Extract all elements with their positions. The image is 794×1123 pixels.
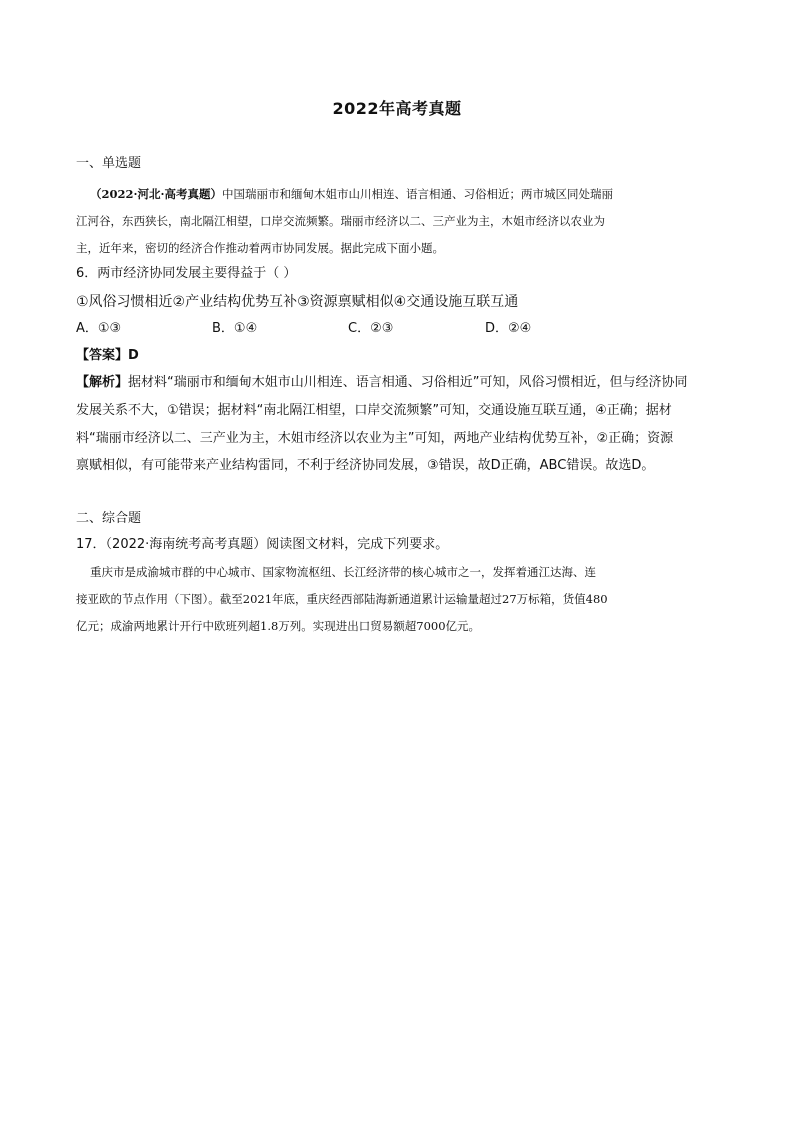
section-heading-single-choice: 一、单选题 bbox=[76, 156, 142, 171]
option-d: D．②④ bbox=[485, 321, 532, 336]
section-heading-comprehensive: 二、综合题 bbox=[76, 511, 142, 526]
analysis-line-4: 禀赋相似，有可能带来产业结构雷同，不利于经济协同发展，③错误，故D正确，ABC错误。故选D。 bbox=[76, 458, 655, 473]
answer-value: D bbox=[128, 348, 139, 363]
material-17-line-2: 接亚欧的节点作用（下图）。截至2021年底，重庆经西部陆海新通道累计运输量超过27万标箱，货值480 bbox=[76, 592, 608, 606]
option-a: A．①③ bbox=[76, 321, 122, 336]
question-17-stem: 17．（2022·海南统考高考真题）阅读图文材料，完成下列要求。 bbox=[76, 537, 449, 552]
option-c: C．②③ bbox=[348, 321, 394, 336]
material-17-line-3: 亿元；成渝两地累计开行中欧班列超1.8万列。实现进出口贸易额超7000亿元。 bbox=[76, 619, 481, 633]
question-source: （2022·河北·高考真题） bbox=[90, 187, 223, 201]
answer-line bbox=[76, 346, 726, 366]
analysis-line-2: 发展关系不大，①错误；据材料“南北隔江相望，口岸交流频繁”可知，交通设施互联互通，④正确；据材 bbox=[76, 403, 672, 418]
question-stem: 6．两市经济协同发展主要得益于（ ） bbox=[76, 266, 297, 281]
material-paragraph-line-1: （2022·河北·高考真题）中国瑞丽市和缅甸木姐市山川相连、语言相通、习俗相近；两市城区同处瑞丽 bbox=[90, 187, 614, 201]
analysis-label: 【解析】 bbox=[76, 375, 129, 390]
material-paragraph-line-2: 江河谷，东西狭长，南北隔江相望，口岸交流频繁。瑞丽市经济以二、三产业为主，木姐市经济以农业为 bbox=[76, 214, 605, 228]
page-title: 2022年高考真题 bbox=[332, 99, 462, 118]
option-b: B．①④ bbox=[212, 321, 258, 336]
material-paragraph-line-3: 主，近年来，密切的经济合作推动着两市协同发展。据此完成下面小题。 bbox=[76, 241, 444, 255]
analysis-line-3: 料“瑞丽市经济以二、三产业为主，木姐市经济以农业为主”可知，两地产业结构优势互补，②正确；资源 bbox=[76, 431, 674, 446]
answer-label: 【答案】 bbox=[76, 348, 129, 363]
material-17-line-1: 重庆市是成渝城市群的中心城市、国家物流枢纽、长江经济带的核心城市之一，发挥着通江达海、连 bbox=[90, 565, 596, 579]
analysis-line-1: 【解析】据材料“瑞丽市和缅甸木姐市山川相连、语言相通、习俗相近”可知，风俗习惯相近，但与经济协同 bbox=[76, 375, 688, 390]
question-statements: ①风俗习惯相近②产业结构优势互补③资源禀赋相似④交通设施互联互通 bbox=[76, 294, 519, 310]
